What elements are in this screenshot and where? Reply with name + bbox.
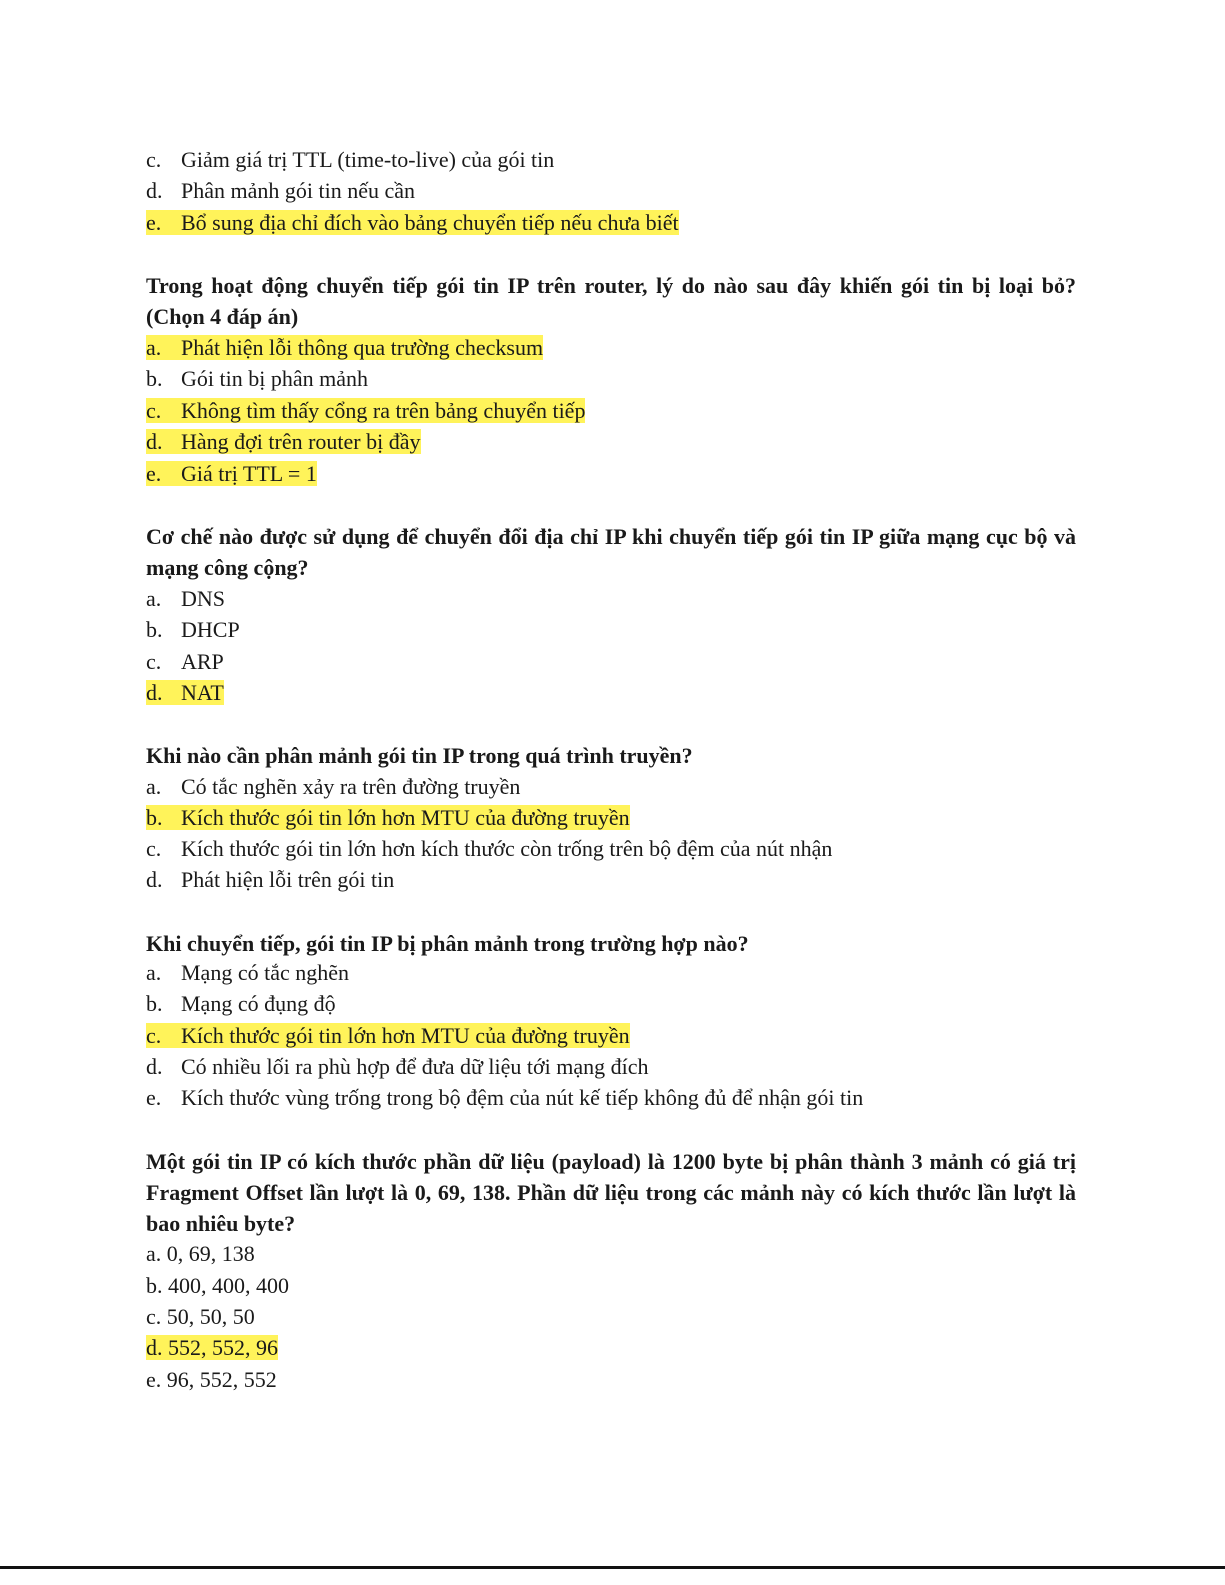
option-c: c. Kích thước gói tin lớn hơn kích thước còn trống trên bộ đệm của nút nhận (146, 836, 833, 861)
question-text: Trong hoạt động chuyển tiếp gói tin IP trên router, lý do nào sau đây khiến gói tin bị loại bỏ? (Chọn 4 đáp án) (146, 273, 1076, 329)
option-e-highlighted: e. Bổ sung địa chỉ đích vào bảng chuyển tiếp nếu chưa biết (146, 210, 679, 235)
option-d-highlighted: d. NAT (146, 680, 224, 705)
question-text: Khi nào cần phân mảnh gói tin IP trong quá trình truyền? (146, 743, 693, 768)
option-d-highlighted: d. 552, 552, 96 (146, 1335, 278, 1360)
option-e-highlighted: e. Giá trị TTL = 1 (146, 461, 317, 486)
option-a: a. 0, 69, 138 (146, 1241, 255, 1266)
option-c: c. ARP (146, 649, 224, 674)
option-b: b. 400, 400, 400 (146, 1273, 289, 1298)
option-c-highlighted: c. Không tìm thấy cổng ra trên bảng chuyển tiếp (146, 398, 586, 423)
question-text: Cơ chế nào được sử dụng để chuyển đổi địa chỉ IP khi chuyển tiếp gói tin IP giữa mạng cục bộ và mạng công cộng? (146, 524, 1076, 580)
question-text: Một gói tin IP có kích thước phần dữ liệu (payload) là 1200 byte bị phân thành 3 mảnh có giá trị Fragment Offset lần lượt là 0, 69, 138. Phần dữ liệu trong các mảnh này có kích thước lần lượt là bao nhiêu byte? (146, 1149, 1076, 1236)
option-a: a. DNS (146, 586, 226, 611)
option-a: a. Có tắc nghẽn xảy ra trên đường truyền (146, 774, 521, 799)
option-a: a. Mạng có tắc nghẽn (146, 960, 349, 985)
page-bottom-rule (0, 1566, 1225, 1569)
option-e: e. Kích thước vùng trống trong bộ đệm của nút kế tiếp không đủ để nhận gói tin (146, 1085, 864, 1110)
option-d: d. Phát hiện lỗi trên gói tin (146, 867, 395, 892)
option-d-highlighted: d. Hàng đợi trên router bị đầy (146, 429, 421, 454)
option-d: d. Phân mảnh gói tin nếu cần (146, 178, 416, 203)
option-c: c. Giảm giá trị TTL (time-to-live) của gói tin (146, 147, 555, 172)
option-b-highlighted: b. Kích thước gói tin lớn hơn MTU của đường truyền (146, 805, 630, 830)
option-e: e. 96, 552, 552 (146, 1367, 277, 1392)
option-b: b. Mạng có đụng độ (146, 991, 336, 1016)
option-c-highlighted: c. Kích thước gói tin lớn hơn MTU của đường truyền (146, 1023, 630, 1048)
option-a-highlighted: a. Phát hiện lỗi thông qua trường checksum (146, 335, 544, 360)
option-b: b. Gói tin bị phân mảnh (146, 366, 368, 391)
option-b: b. DHCP (146, 617, 240, 642)
option-d: d. Có nhiều lối ra phù hợp để đưa dữ liệu tới mạng đích (146, 1054, 649, 1079)
question-text: Khi chuyển tiếp, gói tin IP bị phân mảnh trong trường hợp nào? (146, 931, 749, 956)
option-c: c. 50, 50, 50 (146, 1304, 255, 1329)
